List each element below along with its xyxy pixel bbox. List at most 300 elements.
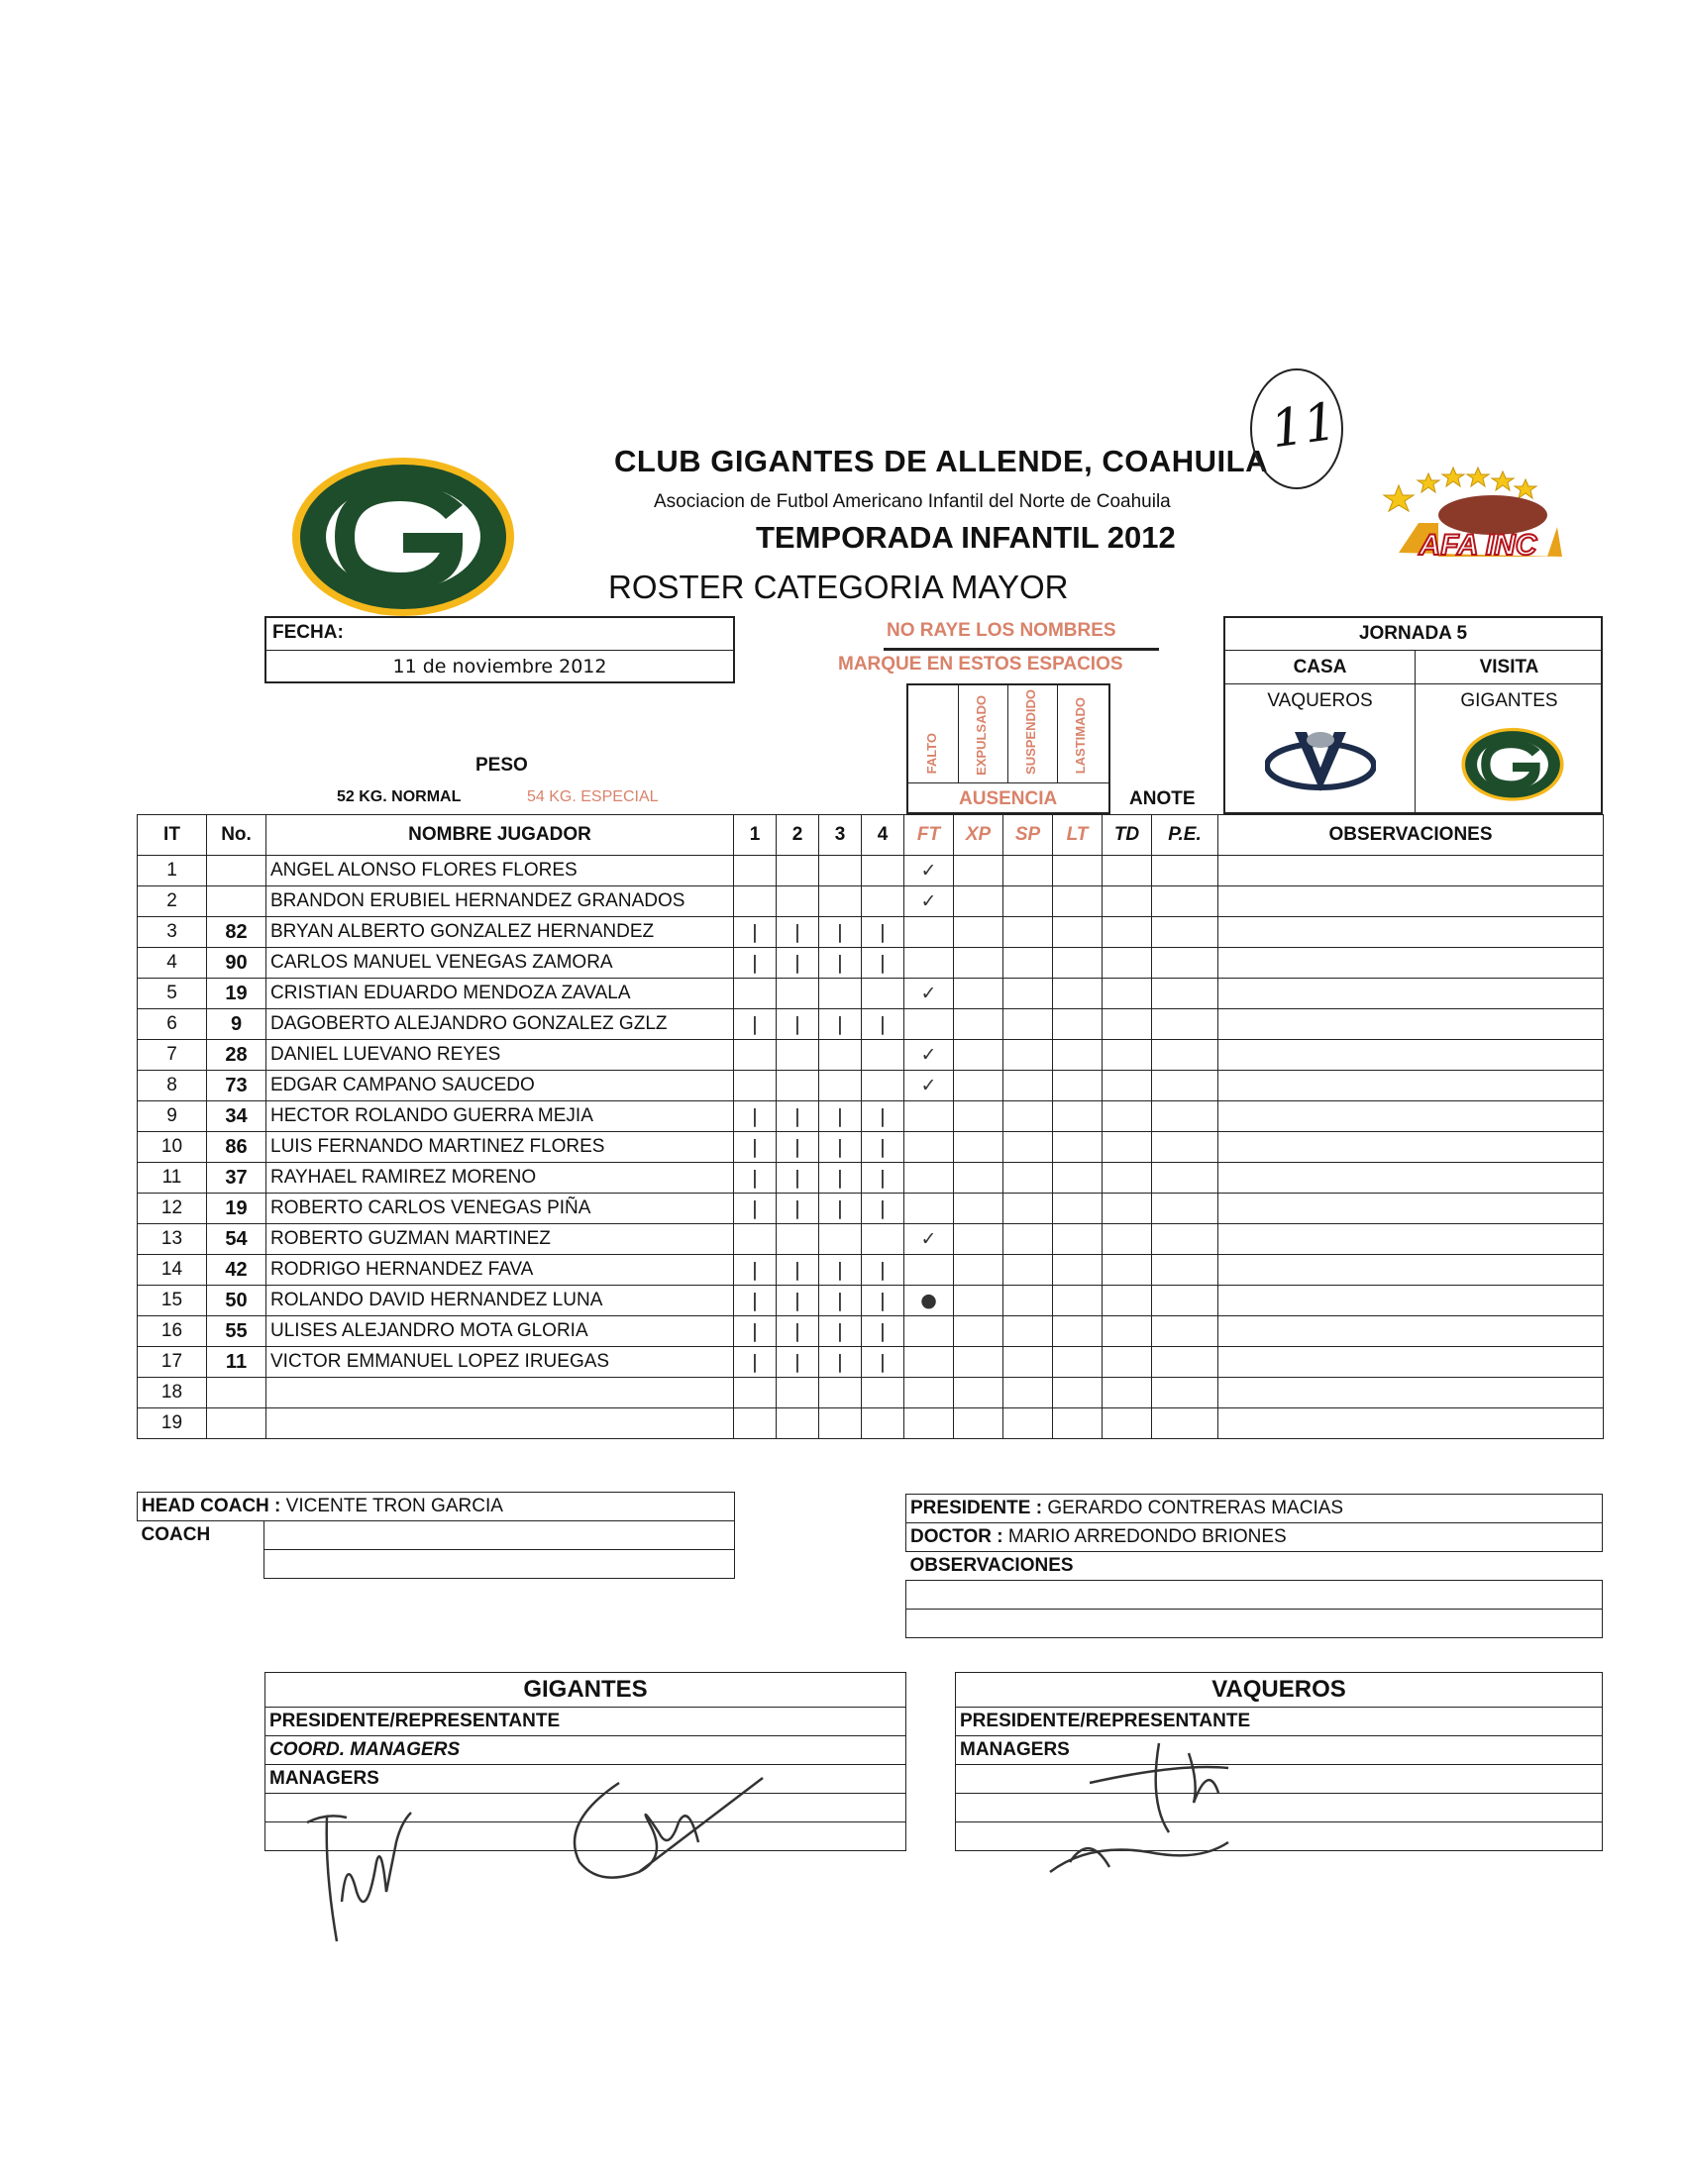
row-falto[interactable] xyxy=(904,1408,954,1439)
row-suspendido[interactable] xyxy=(1003,1040,1053,1071)
vaqueros-logo xyxy=(1265,722,1376,801)
presidente-row xyxy=(906,1495,1603,1523)
row-suspendido[interactable] xyxy=(1003,979,1053,1009)
row-suspendido[interactable] xyxy=(1003,1408,1053,1439)
row-it: 15 xyxy=(138,1286,207,1316)
row-observaciones[interactable] xyxy=(1218,1040,1604,1071)
row-falto[interactable] xyxy=(904,1255,954,1286)
row-lastimado[interactable] xyxy=(1053,1224,1103,1255)
row-observaciones[interactable] xyxy=(1218,1224,1604,1255)
fecha-value[interactable]: 11 de noviembre 2012 xyxy=(392,656,607,677)
row-quarter-4[interactable]: | xyxy=(862,1194,904,1224)
row-lastimado[interactable] xyxy=(1053,1194,1103,1224)
club-title: CLUB GIGANTES DE ALLENDE, COAHUILA xyxy=(614,444,1268,478)
row-quarter-2[interactable]: | xyxy=(777,948,819,979)
row-lastimado[interactable] xyxy=(1053,1101,1103,1132)
row-expulsado[interactable] xyxy=(954,1378,1003,1408)
visita-team: GIGANTES xyxy=(1460,690,1558,711)
row-td[interactable] xyxy=(1103,1378,1152,1408)
row-suspendido[interactable] xyxy=(1003,1163,1053,1194)
row-quarter-1[interactable]: | xyxy=(734,1132,777,1163)
row-observaciones[interactable] xyxy=(1218,1255,1604,1286)
roster-row xyxy=(138,1040,1604,1071)
row-expulsado[interactable] xyxy=(954,979,1003,1009)
row-quarter-1[interactable]: | xyxy=(734,1347,777,1378)
roster-row xyxy=(138,1316,1604,1347)
row-it: 7 xyxy=(138,1040,207,1071)
row-pe[interactable] xyxy=(1152,917,1218,948)
row-quarter-2[interactable]: | xyxy=(777,917,819,948)
row-pe[interactable] xyxy=(1152,1101,1218,1132)
col-no: No. xyxy=(207,815,266,856)
row-suspendido[interactable] xyxy=(1003,917,1053,948)
row-expulsado[interactable] xyxy=(954,1163,1003,1194)
row-player-name: BRYAN ALBERTO GONZALEZ HERNANDEZ xyxy=(266,917,734,948)
row-suspendido[interactable] xyxy=(1003,1224,1053,1255)
row-td[interactable] xyxy=(1103,1071,1152,1101)
row-quarter-2[interactable]: | xyxy=(777,1163,819,1194)
row-player-name: CARLOS MANUEL VENEGAS ZAMORA xyxy=(266,948,734,979)
row-number[interactable]: 28 xyxy=(207,1040,266,1071)
row-expulsado[interactable] xyxy=(954,1408,1003,1439)
row-player-name: HECTOR ROLANDO GUERRA MEJIA xyxy=(266,1101,734,1132)
row-lastimado[interactable] xyxy=(1053,856,1103,886)
row-quarter-3[interactable] xyxy=(819,1378,862,1408)
row-quarter-4[interactable] xyxy=(862,1408,904,1439)
row-observaciones[interactable] xyxy=(1218,1101,1604,1132)
row-expulsado[interactable] xyxy=(954,948,1003,979)
row-suspendido[interactable] xyxy=(1003,1347,1053,1378)
row-pe[interactable] xyxy=(1152,1255,1218,1286)
gigantes-sig-title: GIGANTES xyxy=(265,1673,906,1708)
row-quarter-4[interactable] xyxy=(862,1071,904,1101)
row-expulsado[interactable] xyxy=(954,1101,1003,1132)
row-td[interactable] xyxy=(1103,1040,1152,1071)
row-td[interactable] xyxy=(1103,1224,1152,1255)
notice-line1: NO RAYE LOS NOMBRES xyxy=(887,620,1116,641)
row-quarter-3[interactable]: | xyxy=(819,1009,862,1040)
roster-row xyxy=(138,856,1604,886)
row-lastimado[interactable] xyxy=(1053,948,1103,979)
row-quarter-4[interactable]: | xyxy=(862,1286,904,1316)
row-td[interactable] xyxy=(1103,1316,1152,1347)
row-number[interactable]: 42 xyxy=(207,1255,266,1286)
row-quarter-1[interactable]: | xyxy=(734,1163,777,1194)
row-suspendido[interactable] xyxy=(1003,856,1053,886)
row-quarter-4[interactable] xyxy=(862,1378,904,1408)
row-suspendido[interactable] xyxy=(1003,1101,1053,1132)
row-expulsado[interactable] xyxy=(954,1132,1003,1163)
row-quarter-3[interactable]: | xyxy=(819,1194,862,1224)
row-it: 4 xyxy=(138,948,207,979)
row-it: 6 xyxy=(138,1009,207,1040)
roster-row xyxy=(138,1194,1604,1224)
row-quarter-2[interactable]: | xyxy=(777,1347,819,1378)
row-expulsado[interactable] xyxy=(954,886,1003,917)
row-falto[interactable] xyxy=(904,1132,954,1163)
roster-row xyxy=(138,1255,1604,1286)
row-td[interactable] xyxy=(1103,1009,1152,1040)
row-pe[interactable] xyxy=(1152,886,1218,917)
row-lastimado[interactable] xyxy=(1053,1316,1103,1347)
association-name: Asociacion de Futbol Americano Infantil del Norte de Coahuila xyxy=(654,491,1171,512)
row-falto[interactable]: ✓ xyxy=(904,1224,954,1255)
row-quarter-1[interactable]: | xyxy=(734,1101,777,1132)
row-quarter-1[interactable]: | xyxy=(734,917,777,948)
row-quarter-4[interactable]: | xyxy=(862,1009,904,1040)
row-td[interactable] xyxy=(1103,886,1152,917)
row-number[interactable]: 19 xyxy=(207,1194,266,1224)
row-lastimado[interactable] xyxy=(1053,1408,1103,1439)
row-td[interactable] xyxy=(1103,1286,1152,1316)
row-observaciones[interactable] xyxy=(1218,917,1604,948)
row-quarter-2[interactable] xyxy=(777,1071,819,1101)
row-quarter-1[interactable]: | xyxy=(734,948,777,979)
row-observaciones[interactable] xyxy=(1218,948,1604,979)
row-suspendido[interactable] xyxy=(1003,1316,1053,1347)
row-number[interactable] xyxy=(207,1378,266,1408)
row-td[interactable] xyxy=(1103,1132,1152,1163)
row-it: 14 xyxy=(138,1255,207,1286)
row-observaciones[interactable] xyxy=(1218,1071,1604,1101)
vaqueros-sig-managers[interactable]: MANAGERS xyxy=(956,1736,1603,1765)
row-lastimado[interactable] xyxy=(1053,1378,1103,1408)
row-pe[interactable] xyxy=(1152,1163,1218,1194)
row-quarter-4[interactable]: | xyxy=(862,1347,904,1378)
row-number[interactable]: 50 xyxy=(207,1286,266,1316)
row-observaciones[interactable] xyxy=(1218,1163,1604,1194)
row-quarter-3[interactable]: | xyxy=(819,1347,862,1378)
row-td[interactable] xyxy=(1103,979,1152,1009)
officials-table xyxy=(905,1494,1603,1638)
row-it: 11 xyxy=(138,1163,207,1194)
row-quarter-1[interactable] xyxy=(734,1224,777,1255)
row-number[interactable]: 11 xyxy=(207,1347,266,1378)
row-pe[interactable] xyxy=(1152,1071,1218,1101)
row-observaciones[interactable] xyxy=(1218,1194,1604,1224)
row-quarter-4[interactable]: | xyxy=(862,1101,904,1132)
row-quarter-1[interactable] xyxy=(734,856,777,886)
row-falto[interactable] xyxy=(904,1163,954,1194)
row-observaciones[interactable] xyxy=(1218,1132,1604,1163)
row-quarter-3[interactable] xyxy=(819,1071,862,1101)
row-pe[interactable] xyxy=(1152,1286,1218,1316)
row-falto[interactable] xyxy=(904,917,954,948)
row-td[interactable] xyxy=(1103,856,1152,886)
row-number[interactable]: 82 xyxy=(207,917,266,948)
col-sp: SP xyxy=(1003,815,1053,856)
row-expulsado[interactable] xyxy=(954,917,1003,948)
gigantes-sig-presidente[interactable]: PRESIDENTE/REPRESENTANTE xyxy=(265,1708,906,1736)
row-falto[interactable]: ✓ xyxy=(904,1040,954,1071)
row-suspendido[interactable] xyxy=(1003,1132,1053,1163)
row-number[interactable]: 55 xyxy=(207,1316,266,1347)
row-player-name: RODRIGO HERNANDEZ FAVA xyxy=(266,1255,734,1286)
row-number[interactable] xyxy=(207,886,266,917)
row-quarter-3[interactable] xyxy=(819,979,862,1009)
row-number[interactable]: 19 xyxy=(207,979,266,1009)
observaciones-label: OBSERVACIONES xyxy=(906,1552,1603,1581)
row-pe[interactable] xyxy=(1152,1347,1218,1378)
row-quarter-4[interactable]: | xyxy=(862,1316,904,1347)
row-lastimado[interactable] xyxy=(1053,1071,1103,1101)
row-expulsado[interactable] xyxy=(954,1071,1003,1101)
row-td[interactable] xyxy=(1103,1255,1152,1286)
row-suspendido[interactable] xyxy=(1003,1009,1053,1040)
row-expulsado[interactable] xyxy=(954,1040,1003,1071)
head-coach-value[interactable]: VICENTE TRON GARCIA xyxy=(285,1496,503,1516)
row-quarter-2[interactable] xyxy=(777,1378,819,1408)
row-quarter-2[interactable]: | xyxy=(777,1316,819,1347)
row-it: 1 xyxy=(138,856,207,886)
row-quarter-4[interactable]: | xyxy=(862,1255,904,1286)
roster-row xyxy=(138,886,1604,917)
row-suspendido[interactable] xyxy=(1003,1378,1053,1408)
row-quarter-2[interactable] xyxy=(777,1224,819,1255)
row-lastimado[interactable] xyxy=(1053,1347,1103,1378)
row-quarter-4[interactable]: | xyxy=(862,917,904,948)
row-number[interactable] xyxy=(207,856,266,886)
row-quarter-2[interactable] xyxy=(777,886,819,917)
row-observaciones[interactable] xyxy=(1218,1347,1604,1378)
row-quarter-2[interactable]: | xyxy=(777,1286,819,1316)
row-it: 2 xyxy=(138,886,207,917)
col-lt: LT xyxy=(1053,815,1103,856)
col-q2: 2 xyxy=(777,815,819,856)
row-number[interactable]: 90 xyxy=(207,948,266,979)
peso-normal: 52 KG. NORMAL xyxy=(337,788,462,805)
row-expulsado[interactable] xyxy=(954,1194,1003,1224)
row-player-name xyxy=(266,1378,734,1408)
row-expulsado[interactable] xyxy=(954,1286,1003,1316)
row-td[interactable] xyxy=(1103,1194,1152,1224)
row-pe[interactable] xyxy=(1152,948,1218,979)
row-expulsado[interactable] xyxy=(954,1224,1003,1255)
row-number[interactable] xyxy=(207,1408,266,1439)
coach-field-1[interactable] xyxy=(263,1521,734,1550)
row-pe[interactable] xyxy=(1152,1132,1218,1163)
row-quarter-1[interactable] xyxy=(734,886,777,917)
row-quarter-2[interactable]: | xyxy=(777,1132,819,1163)
col-td: TD xyxy=(1103,815,1152,856)
row-observaciones[interactable] xyxy=(1218,1378,1604,1408)
row-quarter-3[interactable]: | xyxy=(819,917,862,948)
row-expulsado[interactable] xyxy=(954,1316,1003,1347)
fecha-label: FECHA: xyxy=(272,622,344,643)
row-quarter-2[interactable] xyxy=(777,1040,819,1071)
row-quarter-3[interactable] xyxy=(819,856,862,886)
casa-label: CASA xyxy=(1293,657,1347,677)
row-falto[interactable] xyxy=(904,1347,954,1378)
row-pe[interactable] xyxy=(1152,856,1218,886)
row-falto[interactable]: ✓ xyxy=(904,886,954,917)
roster-row xyxy=(138,1347,1604,1378)
row-falto[interactable] xyxy=(904,1378,954,1408)
row-quarter-4[interactable] xyxy=(862,886,904,917)
row-quarter-2[interactable]: | xyxy=(777,1194,819,1224)
row-quarter-3[interactable]: | xyxy=(819,1101,862,1132)
row-pe[interactable] xyxy=(1152,1316,1218,1347)
row-quarter-3[interactable] xyxy=(819,1224,862,1255)
row-quarter-1[interactable] xyxy=(734,979,777,1009)
roster-row xyxy=(138,1163,1604,1194)
row-falto[interactable] xyxy=(904,1101,954,1132)
row-quarter-3[interactable]: | xyxy=(819,1316,862,1347)
row-lastimado[interactable] xyxy=(1053,1009,1103,1040)
gigantes-sig-coord[interactable]: COORD. MANAGERS xyxy=(265,1736,906,1765)
row-quarter-3[interactable]: | xyxy=(819,948,862,979)
row-quarter-3[interactable]: | xyxy=(819,1255,862,1286)
row-td[interactable] xyxy=(1103,917,1152,948)
row-quarter-2[interactable] xyxy=(777,856,819,886)
row-suspendido[interactable] xyxy=(1003,948,1053,979)
row-it: 18 xyxy=(138,1378,207,1408)
row-suspendido[interactable] xyxy=(1003,886,1053,917)
row-lastimado[interactable] xyxy=(1053,917,1103,948)
row-td[interactable] xyxy=(1103,1163,1152,1194)
row-falto[interactable]: ● xyxy=(904,1286,954,1316)
row-pe[interactable] xyxy=(1152,1040,1218,1071)
season-title: TEMPORADA INFANTIL 2012 xyxy=(756,520,1176,555)
row-quarter-1[interactable] xyxy=(734,1071,777,1101)
row-pe[interactable] xyxy=(1152,979,1218,1009)
col-pe: P.E. xyxy=(1152,815,1218,856)
row-quarter-4[interactable]: | xyxy=(862,1132,904,1163)
row-quarter-1[interactable] xyxy=(734,1040,777,1071)
row-quarter-2[interactable] xyxy=(777,979,819,1009)
row-quarter-4[interactable] xyxy=(862,1040,904,1071)
row-lastimado[interactable] xyxy=(1053,1040,1103,1071)
row-quarter-4[interactable] xyxy=(862,1224,904,1255)
observaciones-field-1[interactable] xyxy=(906,1581,1603,1610)
row-observaciones[interactable] xyxy=(1218,886,1604,917)
row-observaciones[interactable] xyxy=(1218,1408,1604,1439)
row-td[interactable] xyxy=(1103,1101,1152,1132)
row-quarter-3[interactable]: | xyxy=(819,1163,862,1194)
col-observaciones: OBSERVACIONES xyxy=(1218,815,1604,856)
row-suspendido[interactable] xyxy=(1003,1286,1053,1316)
row-suspendido[interactable] xyxy=(1003,1071,1053,1101)
row-lastimado[interactable] xyxy=(1053,1132,1103,1163)
row-observaciones[interactable] xyxy=(1218,1316,1604,1347)
row-expulsado[interactable] xyxy=(954,1347,1003,1378)
roster-row xyxy=(138,1224,1604,1255)
row-quarter-3[interactable]: | xyxy=(819,1286,862,1316)
row-number[interactable]: 34 xyxy=(207,1101,266,1132)
row-quarter-2[interactable]: | xyxy=(777,1255,819,1286)
row-quarter-4[interactable]: | xyxy=(862,1163,904,1194)
row-it: 9 xyxy=(138,1101,207,1132)
row-quarter-2[interactable]: | xyxy=(777,1101,819,1132)
row-number[interactable]: 37 xyxy=(207,1163,266,1194)
row-lastimado[interactable] xyxy=(1053,886,1103,917)
row-quarter-2[interactable] xyxy=(777,1408,819,1439)
row-falto[interactable]: ✓ xyxy=(904,1071,954,1101)
peso-label: PESO xyxy=(475,755,528,776)
row-lastimado[interactable] xyxy=(1053,1255,1103,1286)
row-number[interactable]: 86 xyxy=(207,1132,266,1163)
row-lastimado[interactable] xyxy=(1053,979,1103,1009)
row-number[interactable]: 9 xyxy=(207,1009,266,1040)
row-observaciones[interactable] xyxy=(1218,979,1604,1009)
row-expulsado[interactable] xyxy=(954,856,1003,886)
row-expulsado[interactable] xyxy=(954,1009,1003,1040)
row-falto[interactable] xyxy=(904,1194,954,1224)
row-quarter-3[interactable]: | xyxy=(819,1132,862,1163)
gigantes-sig-managers[interactable]: MANAGERS xyxy=(265,1765,906,1794)
row-quarter-3[interactable] xyxy=(819,1040,862,1071)
presidente-value[interactable]: GERARDO CONTRERAS MACIAS xyxy=(1047,1498,1344,1518)
row-number[interactable]: 73 xyxy=(207,1071,266,1101)
row-quarter-1[interactable]: | xyxy=(734,1316,777,1347)
row-observaciones[interactable] xyxy=(1218,1286,1604,1316)
row-quarter-1[interactable]: | xyxy=(734,1009,777,1040)
row-quarter-3[interactable] xyxy=(819,886,862,917)
row-td[interactable] xyxy=(1103,1408,1152,1439)
row-suspendido[interactable] xyxy=(1003,1255,1053,1286)
row-pe[interactable] xyxy=(1152,1224,1218,1255)
row-quarter-2[interactable]: | xyxy=(777,1009,819,1040)
vaqueros-sig-presidente[interactable]: PRESIDENTE/REPRESENTANTE xyxy=(956,1708,1603,1736)
row-quarter-3[interactable] xyxy=(819,1408,862,1439)
row-pe[interactable] xyxy=(1152,1408,1218,1439)
row-quarter-4[interactable] xyxy=(862,979,904,1009)
row-it: 8 xyxy=(138,1071,207,1101)
row-falto[interactable] xyxy=(904,1009,954,1040)
row-quarter-1[interactable]: | xyxy=(734,1194,777,1224)
row-it: 5 xyxy=(138,979,207,1009)
row-suspendido[interactable] xyxy=(1003,1194,1053,1224)
row-lastimado[interactable] xyxy=(1053,1163,1103,1194)
jornada-box xyxy=(1223,616,1603,814)
row-it: 12 xyxy=(138,1194,207,1224)
roster-row xyxy=(138,979,1604,1009)
row-pe[interactable] xyxy=(1152,1194,1218,1224)
row-falto[interactable] xyxy=(904,1316,954,1347)
doctor-value[interactable]: MARIO ARREDONDO BRIONES xyxy=(1007,1526,1287,1547)
ausencia-label: AUSENCIA xyxy=(959,788,1058,809)
row-it: 17 xyxy=(138,1347,207,1378)
row-lastimado[interactable] xyxy=(1053,1286,1103,1316)
row-pe[interactable] xyxy=(1152,1378,1218,1408)
jornada-label: JORNADA 5 xyxy=(1358,623,1468,644)
roster-row xyxy=(138,1101,1604,1132)
notice-underline xyxy=(884,648,1159,651)
row-expulsado[interactable] xyxy=(954,1255,1003,1286)
row-falto[interactable]: ✓ xyxy=(904,979,954,1009)
row-falto[interactable] xyxy=(904,948,954,979)
coach-field-2[interactable] xyxy=(263,1550,734,1579)
observaciones-field-2[interactable] xyxy=(906,1610,1603,1638)
row-td[interactable] xyxy=(1103,1347,1152,1378)
row-observaciones[interactable] xyxy=(1218,1009,1604,1040)
row-quarter-1[interactable]: | xyxy=(734,1255,777,1286)
row-quarter-1[interactable] xyxy=(734,1408,777,1439)
row-quarter-4[interactable]: | xyxy=(862,948,904,979)
roster-row xyxy=(138,948,1604,979)
col-falto: FALTO xyxy=(924,733,939,775)
row-quarter-1[interactable] xyxy=(734,1378,777,1408)
row-pe[interactable] xyxy=(1152,1009,1218,1040)
row-falto[interactable]: ✓ xyxy=(904,856,954,886)
row-number[interactable]: 54 xyxy=(207,1224,266,1255)
row-quarter-1[interactable]: | xyxy=(734,1286,777,1316)
row-it: 16 xyxy=(138,1316,207,1347)
row-observaciones[interactable] xyxy=(1218,856,1604,886)
row-td[interactable] xyxy=(1103,948,1152,979)
row-quarter-4[interactable] xyxy=(862,856,904,886)
coach-label: COACH xyxy=(141,1524,211,1546)
